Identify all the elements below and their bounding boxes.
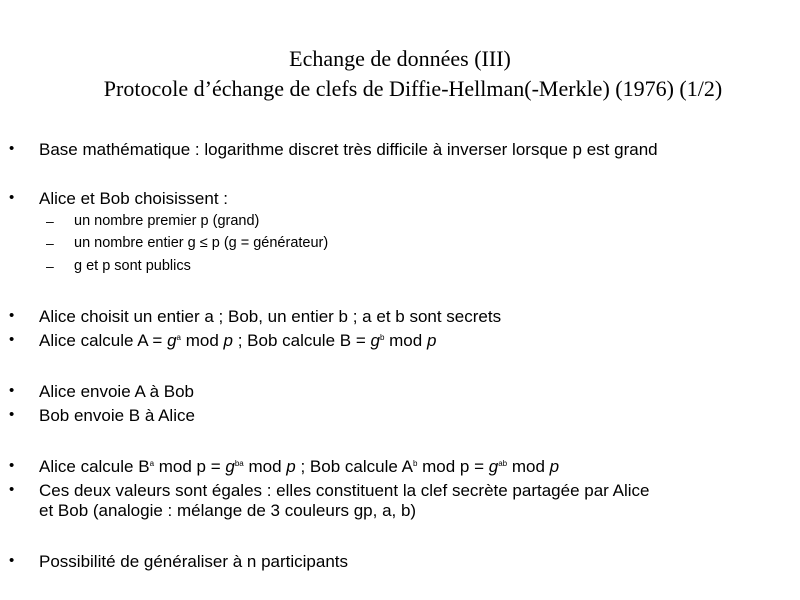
formula-text: mod p = — [154, 457, 226, 476]
bullet-icon: • — [9, 457, 15, 474]
formula-p: p — [223, 331, 233, 350]
sub-item-text: g et p sont publics — [74, 258, 191, 274]
formula-text: mod — [180, 331, 224, 350]
formula-p: p — [426, 331, 437, 350]
bullet-text: Base mathématique : logarithme discret très difficile à inverser lorsque p est grand — [39, 140, 658, 159]
bullet-text: Alice envoie A à Bob — [39, 382, 195, 401]
bullet-icon: • — [9, 140, 15, 157]
bullet-icon: • — [9, 552, 15, 569]
formula-exponent: b — [379, 333, 385, 342]
sub-item-text: un nombre entier g ≤ p (g = générateur) — [74, 235, 329, 251]
formula-text: mod — [507, 457, 550, 476]
dash-icon: – — [46, 235, 54, 251]
bullet-text: Alice choisit un entier a ; Bob, un entier b ; a et b sont secrets — [39, 307, 502, 326]
formula-g: g — [488, 457, 499, 476]
formula-exponent: ab — [498, 459, 508, 468]
formula-text: ; Bob calcule B = — [232, 331, 371, 350]
dash-icon: – — [46, 258, 54, 274]
formula-g: g — [167, 331, 177, 350]
formula-text: mod — [243, 457, 287, 476]
bullet-text-line-1: Ces deux valeurs sont égales : elles constituent la clef secrète partagée par Alice — [39, 481, 650, 500]
title-line-1: Echange de données (III) — [289, 46, 511, 71]
formula-exponent: a — [149, 459, 155, 468]
formula-exponent: a — [176, 333, 181, 342]
formula-p: p — [549, 457, 560, 476]
bullet-icon: • — [9, 307, 15, 324]
formula-p: p — [286, 457, 296, 476]
bullet-icon: • — [9, 406, 15, 423]
dash-icon: – — [46, 213, 54, 229]
bullet-icon: • — [9, 331, 15, 348]
formula-exponent: ba — [234, 459, 244, 468]
bullet-icon: • — [9, 481, 15, 498]
bullet-icon: • — [9, 382, 15, 399]
formula-g: g — [370, 331, 380, 350]
formula-text: mod p = — [417, 457, 489, 476]
bullet-text — [39, 457, 559, 477]
formula-text: ; Bob calcule A — [295, 457, 413, 476]
bullet-text: Possibilité de généraliser à n participants — [39, 552, 349, 571]
bullet-icon: • — [9, 189, 15, 206]
formula-text: mod — [384, 331, 427, 350]
title-line-2: Protocole d’échange de clefs de Diffie-Hellman(-Merkle) (1976) (1/2) — [103, 76, 723, 101]
bullet-text-line-2: et Bob (analogie : mélange de 3 couleurs gp, a, b) — [39, 501, 417, 520]
formula-g: g — [225, 457, 235, 476]
bullet-text: Alice et Bob choisissent : — [39, 189, 228, 208]
bullet-text: Bob envoie B à Alice — [39, 406, 195, 425]
bullet-text — [39, 331, 436, 351]
sub-item-text: un nombre premier p (grand) — [74, 213, 260, 229]
formula-text: Alice calcule A = — [39, 331, 168, 350]
formula-exponent: b — [412, 459, 418, 468]
formula-text: Alice calcule B — [39, 457, 150, 476]
